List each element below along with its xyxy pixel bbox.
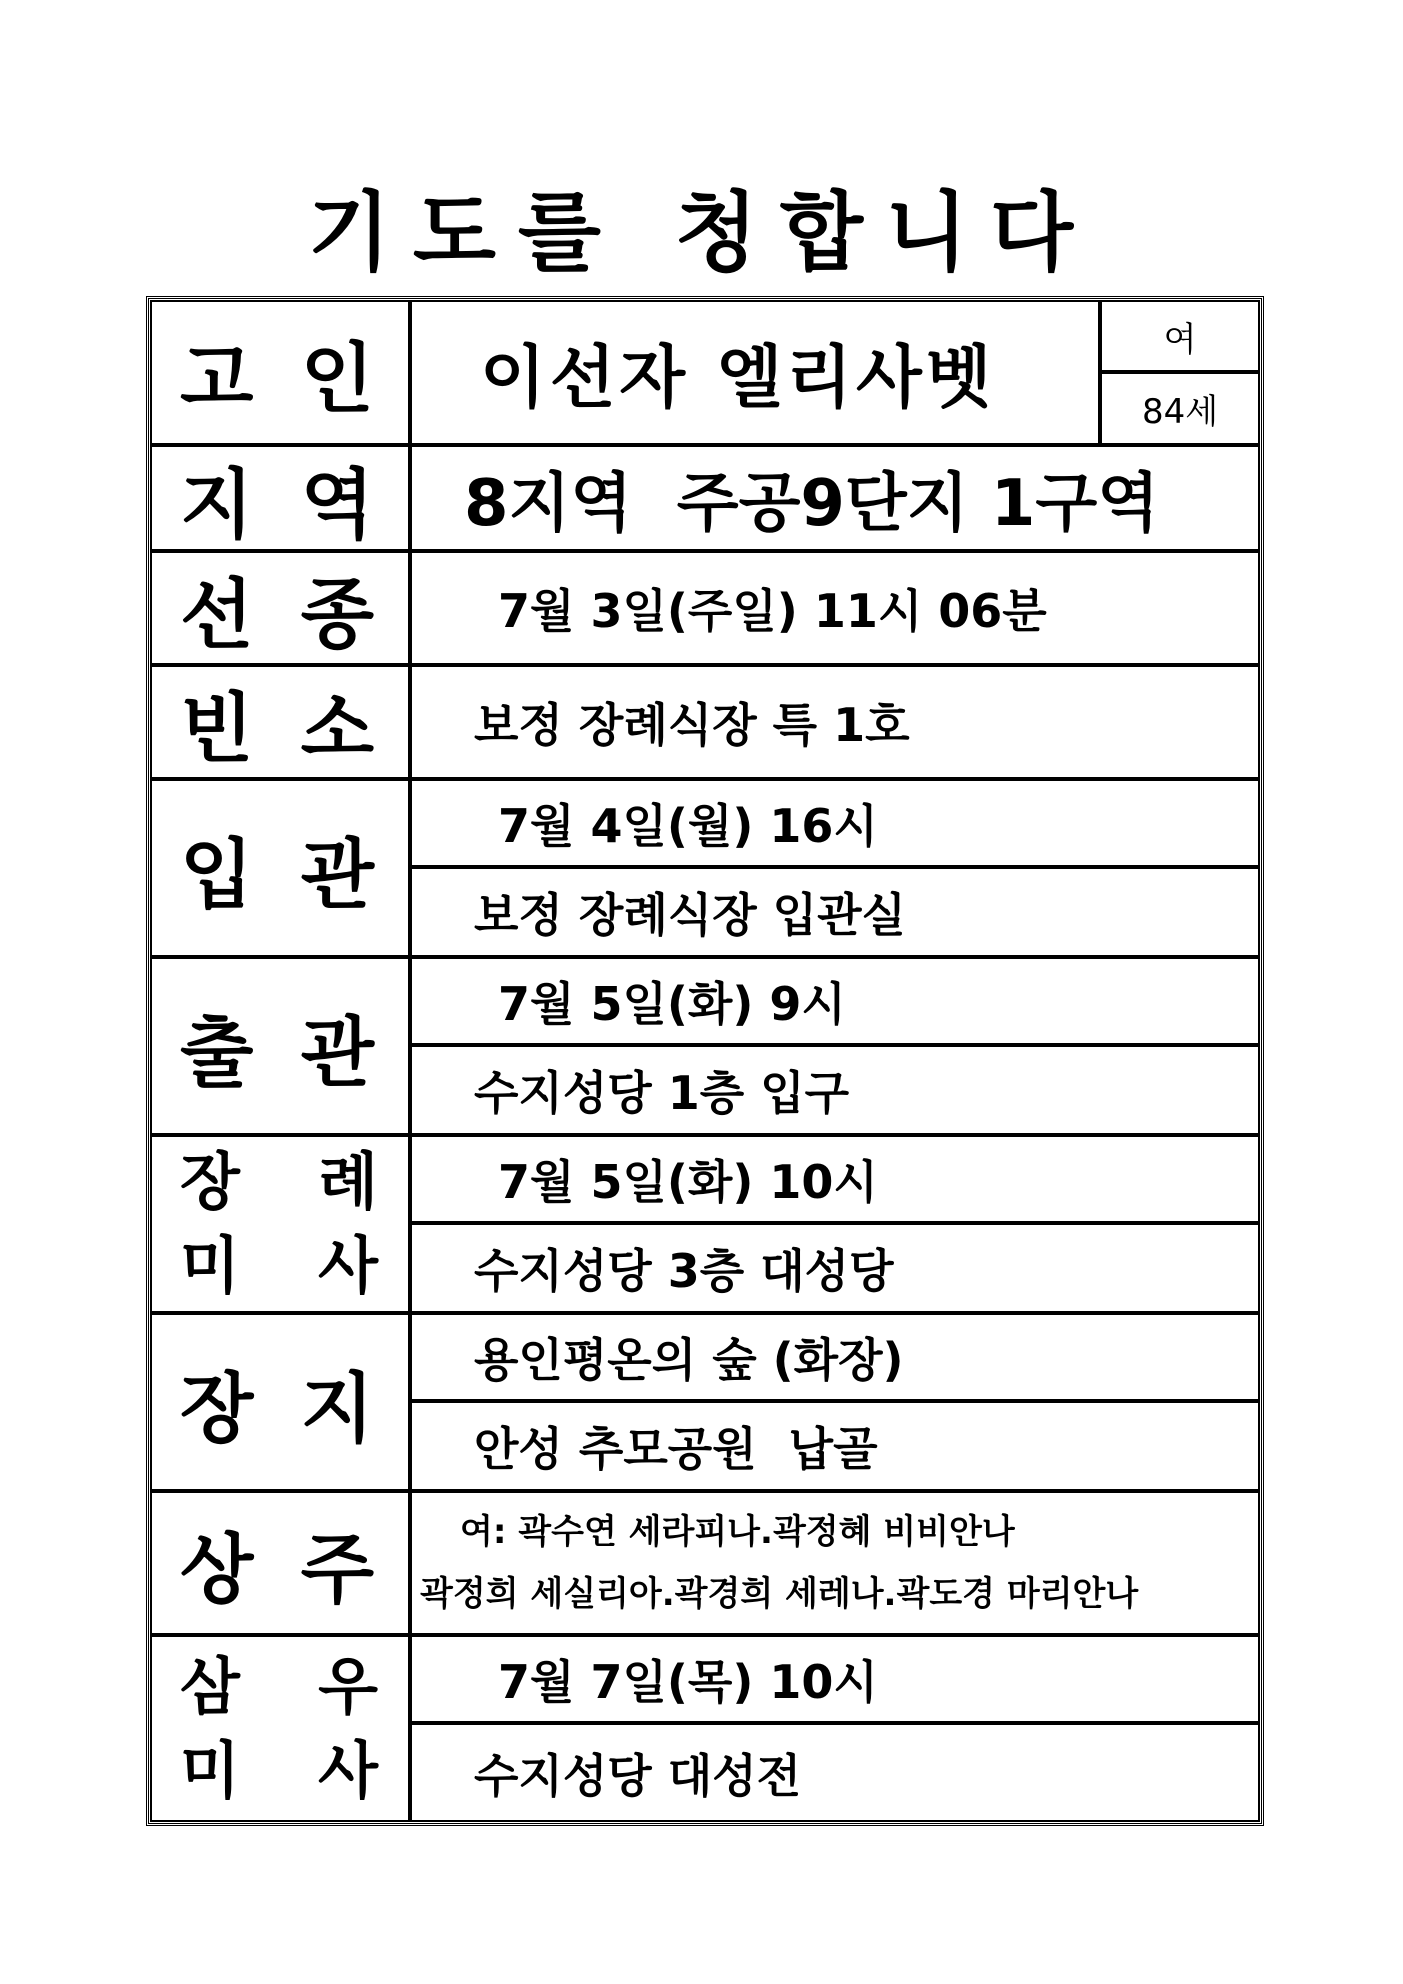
label-char: 삼 bbox=[180, 1649, 240, 1723]
label-char: 사 bbox=[318, 1229, 378, 1302]
label-mortuary bbox=[150, 665, 410, 779]
deceased-age: 84세 bbox=[1100, 372, 1260, 445]
label-char: 출 bbox=[180, 1007, 254, 1097]
label-char: 관 bbox=[300, 1007, 374, 1097]
label-line bbox=[180, 1645, 378, 1729]
label-char: 입 bbox=[180, 829, 254, 919]
label-char: 종 bbox=[300, 569, 374, 659]
label-funeral-mass bbox=[150, 1135, 410, 1313]
label-char: 지 bbox=[300, 1363, 374, 1453]
third-day-mass-place: 수지성당 대성전 bbox=[410, 1723, 1260, 1822]
departure-time: 7월 5일(화) 9시 bbox=[410, 957, 1260, 1045]
label-char: 우 bbox=[318, 1649, 378, 1723]
encoffining-place: 보정 장례식장 입관실 bbox=[410, 867, 1260, 957]
label-burial bbox=[150, 1313, 410, 1491]
label-line bbox=[180, 1729, 378, 1813]
label-char: 지 bbox=[180, 459, 254, 549]
label-char: 주 bbox=[300, 1524, 374, 1614]
label-encoffining bbox=[150, 779, 410, 957]
passing-value: 7월 3일(주일) 11시 06분 bbox=[410, 551, 1260, 665]
funeral-mass-time: 7월 5일(화) 10시 bbox=[410, 1135, 1260, 1223]
chief-mourners-line-1: 여: 곽수연 세라피나.곽정혜 비비안나 bbox=[460, 1512, 1015, 1552]
label-deceased bbox=[150, 300, 410, 445]
label-third-day-mass bbox=[150, 1635, 410, 1822]
funeral-mass-place: 수지성당 3층 대성당 bbox=[410, 1223, 1260, 1313]
label-char: 장 bbox=[180, 1363, 254, 1453]
label-char: 상 bbox=[180, 1524, 254, 1614]
burial-place-1: 용인평온의 숲 (화장) bbox=[410, 1313, 1260, 1401]
label-char: 빈 bbox=[180, 683, 254, 773]
label-char: 장 bbox=[180, 1145, 240, 1218]
label-char: 인 bbox=[300, 334, 374, 423]
deceased-sex: 여 bbox=[1100, 300, 1260, 372]
label-line bbox=[180, 1224, 378, 1308]
burial-place-2: 안성 추모공원 납골 bbox=[410, 1401, 1260, 1491]
label-char: 미 bbox=[180, 1733, 240, 1807]
label-char: 관 bbox=[300, 829, 374, 919]
label-char: 선 bbox=[180, 569, 254, 659]
label-char: 사 bbox=[318, 1733, 378, 1807]
page-title: 기도를 청합니다 bbox=[307, 182, 1096, 283]
deceased-name: 이선자 엘리사벳 bbox=[410, 300, 1100, 445]
label-char: 고 bbox=[180, 334, 254, 423]
label-passing bbox=[150, 551, 410, 665]
encoffining-time: 7월 4일(월) 16시 bbox=[410, 779, 1260, 867]
label-char: 역 bbox=[300, 459, 374, 549]
departure-place: 수지성당 1층 입구 bbox=[410, 1045, 1260, 1135]
third-day-mass-time: 7월 7일(목) 10시 bbox=[410, 1635, 1260, 1723]
district-value: 8지역 주공9단지 1구역 bbox=[410, 445, 1260, 551]
chief-mourners-line-2: 곽정희 세실리아.곽경희 세레나.곽도경 마리안나 bbox=[420, 1574, 1139, 1614]
label-char: 소 bbox=[300, 683, 374, 773]
label-char: 례 bbox=[318, 1145, 378, 1218]
label-departure bbox=[150, 957, 410, 1135]
mortuary-value: 보정 장례식장 특 1호 bbox=[410, 665, 1260, 779]
chief-mourners-list bbox=[410, 1491, 1260, 1635]
label-line bbox=[180, 1140, 378, 1224]
label-district bbox=[150, 445, 410, 551]
label-char: 미 bbox=[180, 1229, 240, 1302]
label-chief-mourners bbox=[150, 1491, 410, 1635]
